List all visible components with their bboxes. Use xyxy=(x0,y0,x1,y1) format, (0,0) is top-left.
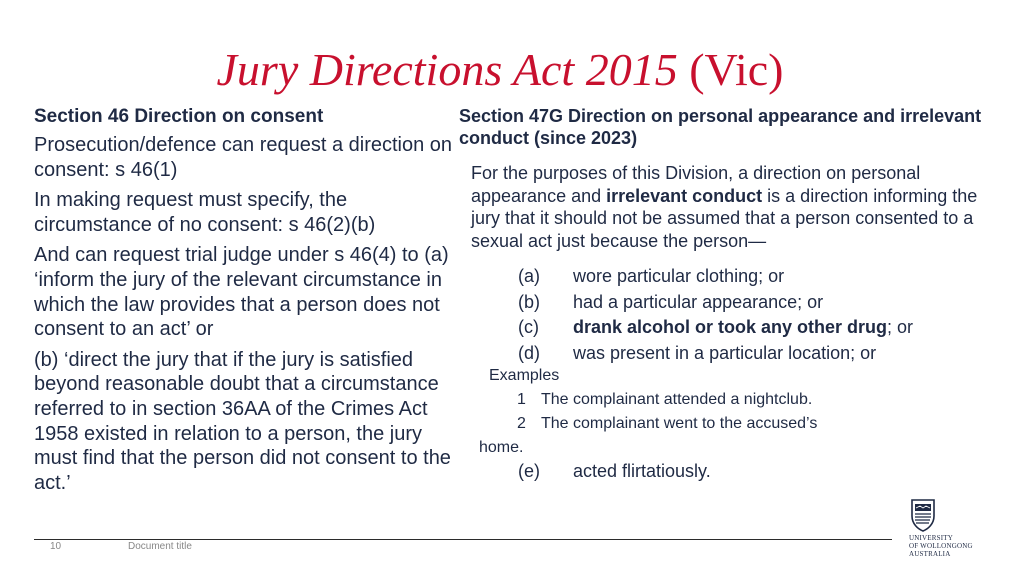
list-label: (a) xyxy=(518,266,540,286)
logo-line-3: AUSTRALIA xyxy=(909,550,951,558)
page-number: 10 xyxy=(50,541,62,552)
list-item-c xyxy=(518,316,999,339)
list-item-a xyxy=(518,265,999,288)
example-text: The complainant went to the accused’s xyxy=(541,415,818,432)
left-column xyxy=(34,104,454,501)
example-1 xyxy=(517,388,999,412)
conduct-list xyxy=(518,265,999,364)
list-bold-text: drank alcohol or took any other drug xyxy=(573,317,888,337)
example-number: 1 xyxy=(517,391,526,408)
list-label: (b) xyxy=(518,291,540,312)
intro-bold-term: irrelevant conduct xyxy=(606,185,763,206)
example-2-wrap: home. xyxy=(479,439,524,456)
list-item-d xyxy=(518,342,999,365)
logo-line-1: UNIVERSITY xyxy=(909,534,953,542)
list-text: ; or xyxy=(887,317,914,337)
slide-title xyxy=(0,42,1000,98)
university-logo xyxy=(905,498,985,562)
list-text: had a particular appearance; or xyxy=(573,291,824,312)
intro-text-b: is a direction informing the jury that it should not be assumed that a person consented to a sexual act just because the person— xyxy=(471,185,978,251)
right-column xyxy=(459,105,999,486)
example-text: The complainant attended a nightclub. xyxy=(541,391,813,408)
list-text: was present in a particular location; or xyxy=(573,342,877,363)
list-item-b xyxy=(518,291,999,314)
crest-icon xyxy=(910,498,936,532)
university-name xyxy=(909,534,989,558)
footer-divider xyxy=(34,539,892,540)
left-paragraph-4: (b) ‘direct the jury that if the jury is satisfied beyond reasonable doubt that a circumstance referred to in section 36AA of the Crimes Act 1958 existed in relation to a person, the jury must find that the person did not consent to the act.’ xyxy=(34,348,451,494)
list-item-e xyxy=(518,460,999,483)
conduct-list-continued xyxy=(518,460,999,483)
list-text: wore particular clothing; or xyxy=(573,266,785,286)
document-title: Document title xyxy=(128,541,192,552)
left-paragraph-1: Prosecution/defence can request a direction on consent: s 46(1) xyxy=(34,134,453,181)
title-jurisdiction: (Vic) xyxy=(677,44,784,95)
list-label: (e) xyxy=(518,461,540,481)
intro-text-a: For the purposes of this Division, a direction on personal appearance and xyxy=(471,163,921,206)
section-46-heading: Section 46 Direction on consent xyxy=(34,106,324,127)
section-47g-heading: Section 47G Direction on personal appearance and irrelevant conduct (since 2023) xyxy=(459,106,982,148)
list-text: acted flirtatiously. xyxy=(573,461,711,481)
section-47g-intro xyxy=(471,162,991,252)
example-2 xyxy=(517,412,999,436)
list-label: (c) xyxy=(518,317,539,337)
title-act-name: Jury Directions Act 2015 xyxy=(216,44,678,95)
example-number: 2 xyxy=(517,415,526,432)
logo-line-2: OF WOLLONGONG xyxy=(909,542,973,550)
left-paragraph-3: And can request trial judge under s 46(4) to (a) ‘inform the jury of the relevant circumstance in which the law provides that a person does not consent to an act’ or xyxy=(34,244,449,341)
examples-heading: Examples xyxy=(489,367,560,384)
list-label: (d) xyxy=(518,342,540,363)
left-paragraph-2: In making request must specify, the circumstance of no consent: s 46(2)(b) xyxy=(34,189,376,236)
